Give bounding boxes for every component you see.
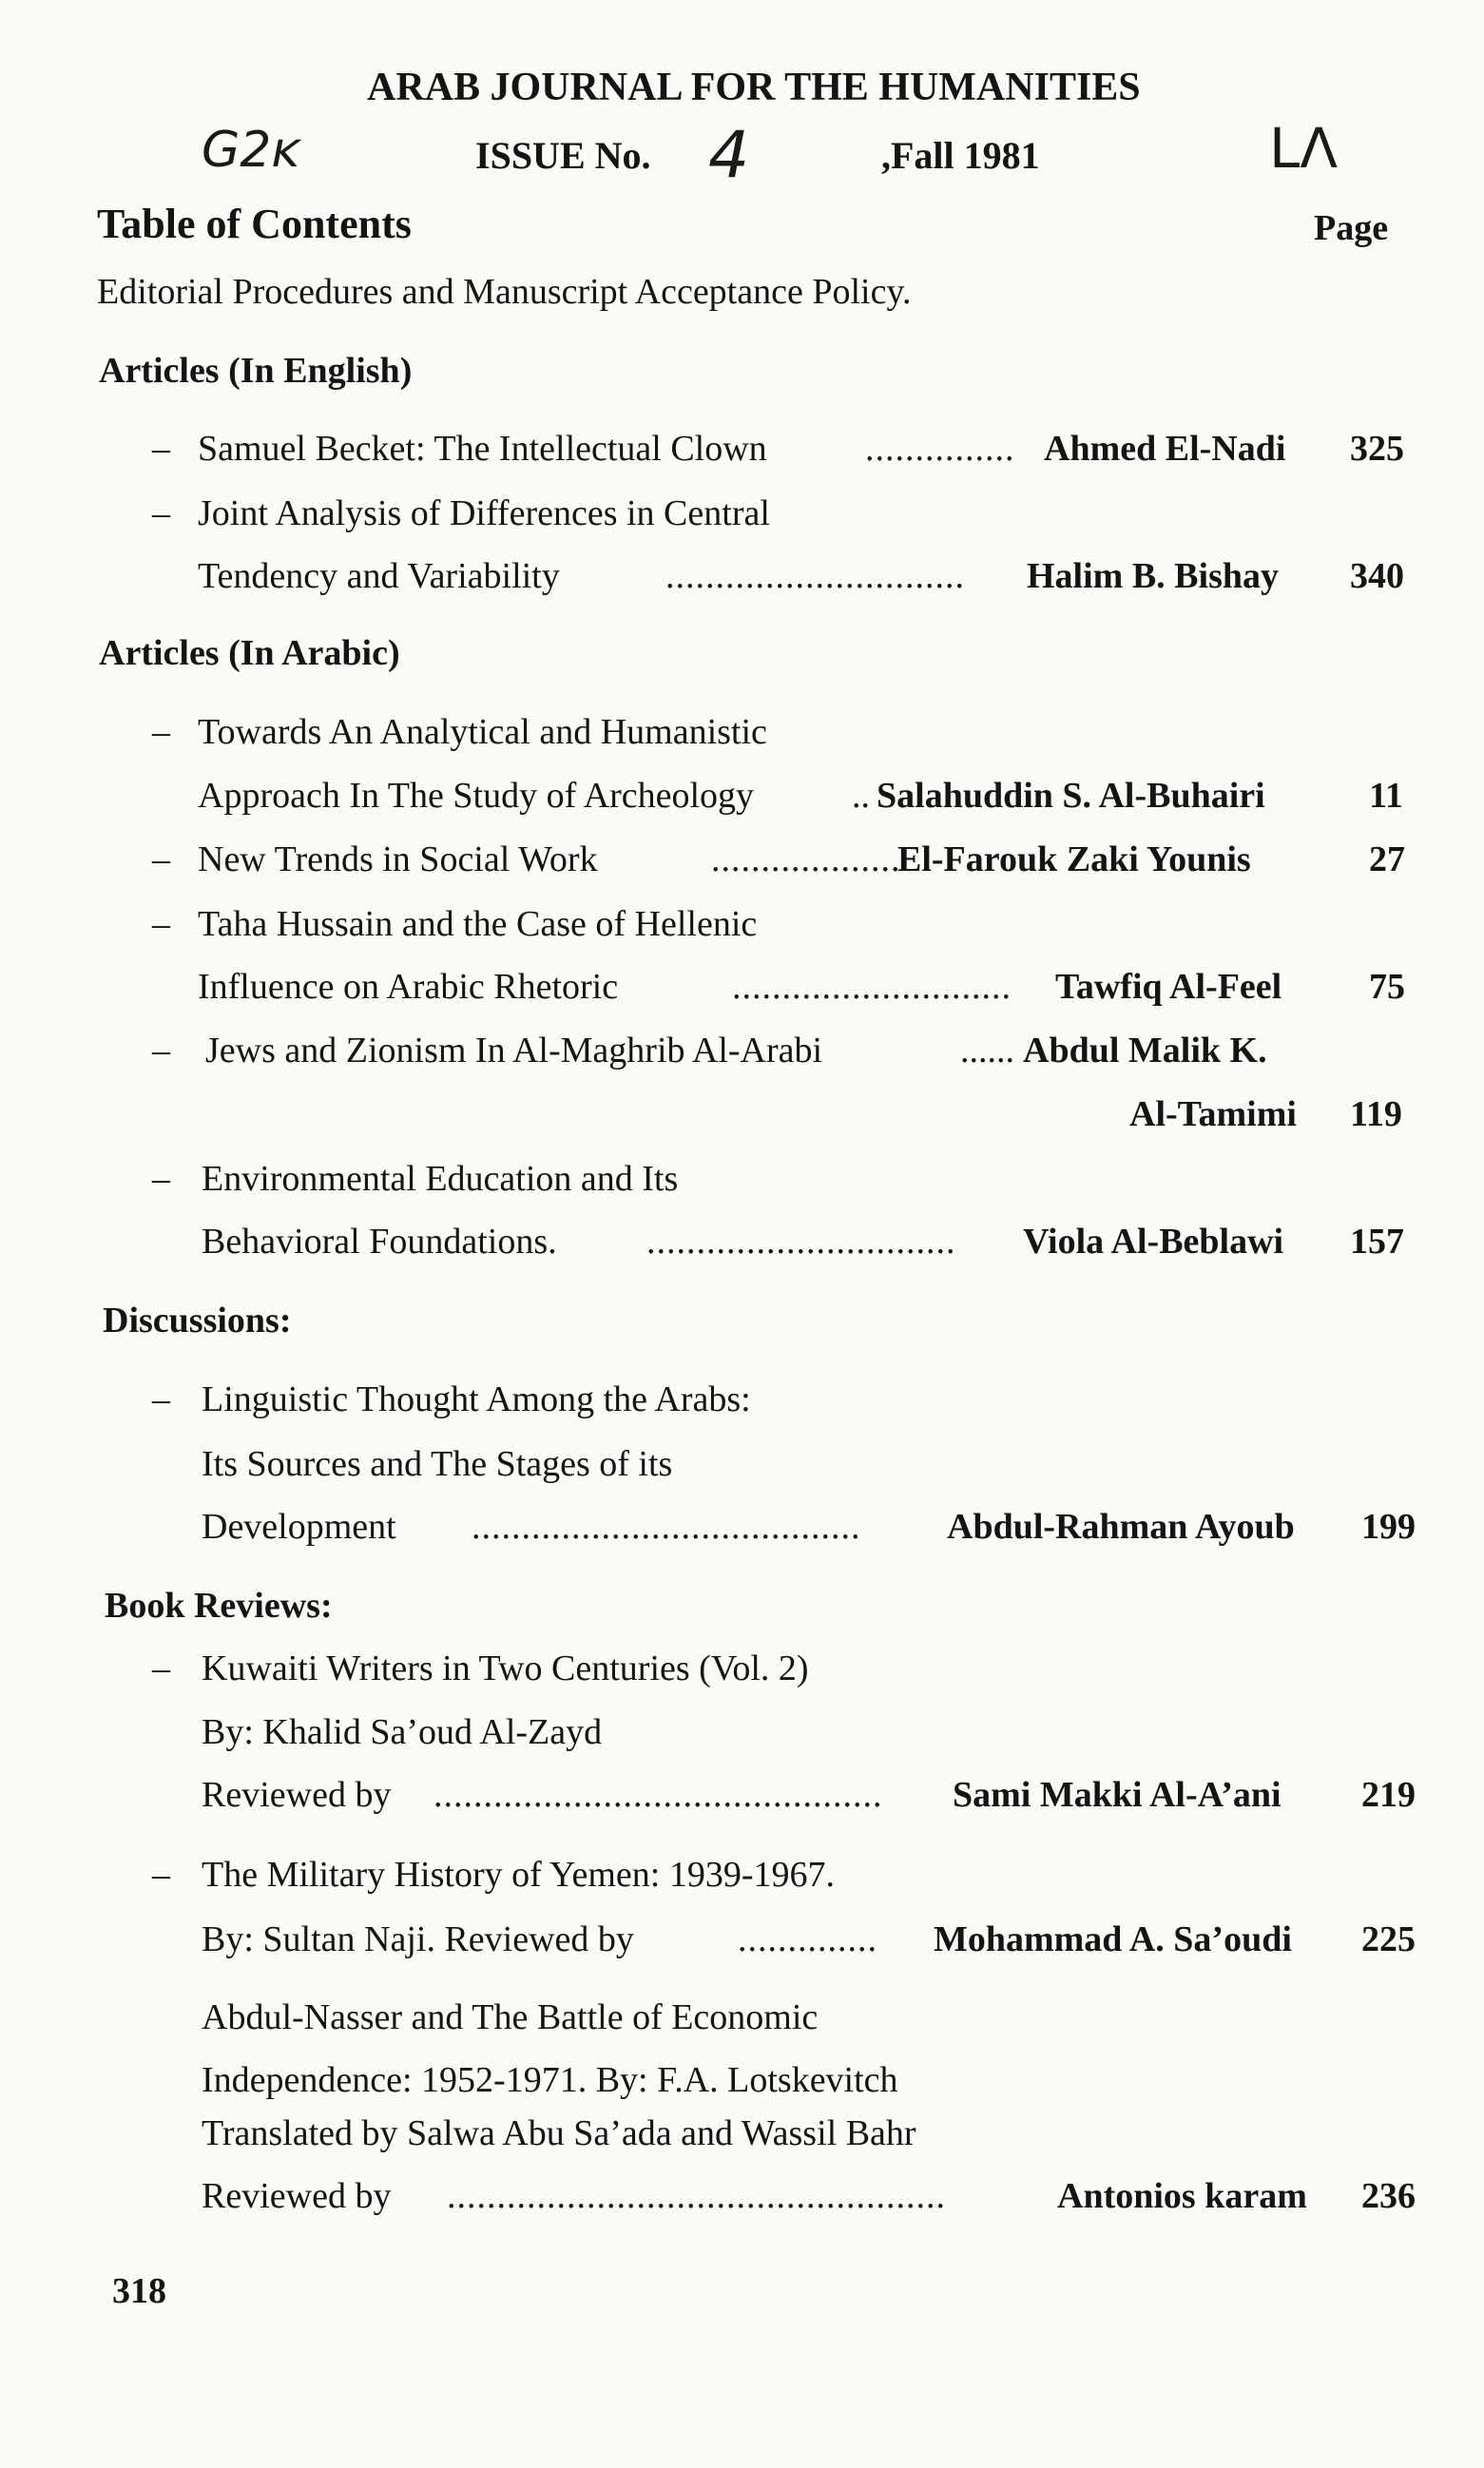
item-title-line: Development: [202, 1507, 396, 1547]
leader-dots: ..............: [738, 1919, 877, 1959]
section-heading-reviews: Book Reviews:: [105, 1586, 333, 1626]
item-title-line: Taha Hussain and the Case of Hellenic: [198, 904, 758, 944]
item-title-line: Influence on Arabic Rhetoric: [198, 967, 619, 1007]
item-title-line: Joint Analysis of Differences in Central: [198, 493, 770, 533]
item-title-line: Abdul-Nasser and The Battle of Economic: [202, 1997, 819, 2037]
item-title-line: Its Sources and The Stages of its: [202, 1444, 673, 1484]
item-dash: –: [152, 839, 170, 879]
issue-season: ,Fall 1981: [881, 134, 1040, 177]
leader-dots: ...............: [865, 429, 1015, 469]
item-author: Salahuddin S. Al-Buhairi: [877, 776, 1265, 816]
item-author: Abdul-Rahman Ayoub: [947, 1507, 1295, 1547]
item-title-line: Kuwaiti Writers in Two Centuries (Vol. 2): [202, 1649, 809, 1688]
leader-dots: ......: [960, 1031, 1014, 1070]
item-page: 119: [1350, 1094, 1402, 1134]
handwritten-code-right: LΛ: [1269, 116, 1338, 181]
item-page: 157: [1350, 1222, 1404, 1262]
item-dash: –: [152, 493, 170, 533]
item-page: 340: [1350, 556, 1404, 596]
item-title-line: Reviewed by: [202, 1775, 392, 1815]
item-page: 325: [1350, 429, 1404, 469]
item-dash: –: [152, 1855, 170, 1895]
leader-dots: .......................................: [472, 1507, 861, 1547]
journal-title: ARAB JOURNAL FOR THE HUMANITIES: [367, 66, 1141, 109]
leader-dots: .............................................: [434, 1775, 883, 1815]
item-author: Mohammad A. Sa’oudi: [934, 1919, 1292, 1959]
item-author: Halim B. Bishay: [1027, 556, 1279, 596]
item-title-line: Translated by Salwa Abu Sa’ada and Wassil Bahr: [202, 2113, 916, 2153]
item-page: 11: [1369, 776, 1403, 816]
page-number: 318: [112, 2271, 166, 2311]
item-title-line: By: Sultan Naji. Reviewed by: [202, 1919, 634, 1959]
item-title-line: The Military History of Yemen: 1939-1967.: [202, 1855, 836, 1895]
item-title-line: Linguistic Thought Among the Arabs:: [202, 1379, 751, 1419]
item-title-line: Jews and Zionism In Al-Maghrib Al-Arabi: [205, 1031, 823, 1070]
intro-line: Editorial Procedures and Manuscript Acceptance Policy.: [97, 272, 912, 312]
item-page: 225: [1361, 1919, 1416, 1959]
item-author: Viola Al-Beblawi: [1023, 1222, 1284, 1262]
item-title-line: By: Khalid Sa’oud Al-Zayd: [202, 1712, 603, 1752]
item-dash: –: [152, 1031, 170, 1070]
section-heading-arabic: Articles (In Arabic): [99, 633, 400, 673]
section-heading-discussions: Discussions:: [103, 1301, 292, 1340]
leader-dots: ...............................: [646, 1222, 956, 1262]
item-dash: –: [152, 904, 170, 944]
item-title-line: Approach In The Study of Archeology: [198, 776, 755, 816]
toc-heading: Table of Contents: [97, 201, 412, 247]
handwritten-code-left: G2ᴋ: [202, 122, 300, 179]
item-title-line: Reviewed by: [202, 2176, 392, 2216]
page-column-label: Page: [1314, 208, 1389, 248]
issue-label: ISSUE No.: [475, 134, 651, 177]
leader-dots: ..............................: [665, 556, 965, 596]
item-title-line: Tendency and Variability: [198, 556, 560, 596]
item-dash: –: [152, 1379, 170, 1419]
item-title-line: New Trends in Social Work: [198, 839, 598, 879]
item-author-continued: Al-Tamimi: [1129, 1094, 1297, 1134]
item-title-line: Environmental Education and Its: [202, 1159, 679, 1199]
item-title-line: Samuel Becket: The Intellectual Clown: [198, 429, 767, 469]
item-author: El-Farouk Zaki Younis: [897, 839, 1251, 879]
item-page: 236: [1361, 2176, 1416, 2216]
handwritten-issue-number: 4: [708, 118, 750, 193]
section-heading-english: Articles (In English): [99, 351, 413, 391]
item-page: 27: [1369, 839, 1405, 879]
item-title-line: Towards An Analytical and Humanistic: [198, 712, 767, 752]
item-page: 199: [1361, 1507, 1416, 1547]
item-author: Tawfiq Al-Feel: [1055, 967, 1282, 1007]
item-page: 75: [1369, 967, 1405, 1007]
item-page: 219: [1361, 1775, 1416, 1815]
item-dash: –: [152, 712, 170, 752]
item-dash: –: [152, 429, 170, 469]
item-title-line: Behavioral Foundations.: [202, 1222, 557, 1262]
item-dash: –: [152, 1649, 170, 1688]
item-author: Abdul Malik K.: [1023, 1031, 1267, 1070]
leader-dots: ..................................................: [447, 2176, 946, 2216]
item-author: Ahmed El-Nadi: [1044, 429, 1286, 469]
leader-dots: ............................: [732, 967, 1012, 1007]
item-dash: –: [152, 1159, 170, 1199]
leader-dots: ...................: [711, 839, 901, 879]
item-author: Antonios karam: [1057, 2176, 1307, 2216]
leader-dots: ..: [852, 776, 870, 816]
item-title-line: Independence: 1952-1971. By: F.A. Lotskevitch: [202, 2060, 898, 2100]
item-author: Sami Makki Al-A’ani: [953, 1775, 1282, 1815]
